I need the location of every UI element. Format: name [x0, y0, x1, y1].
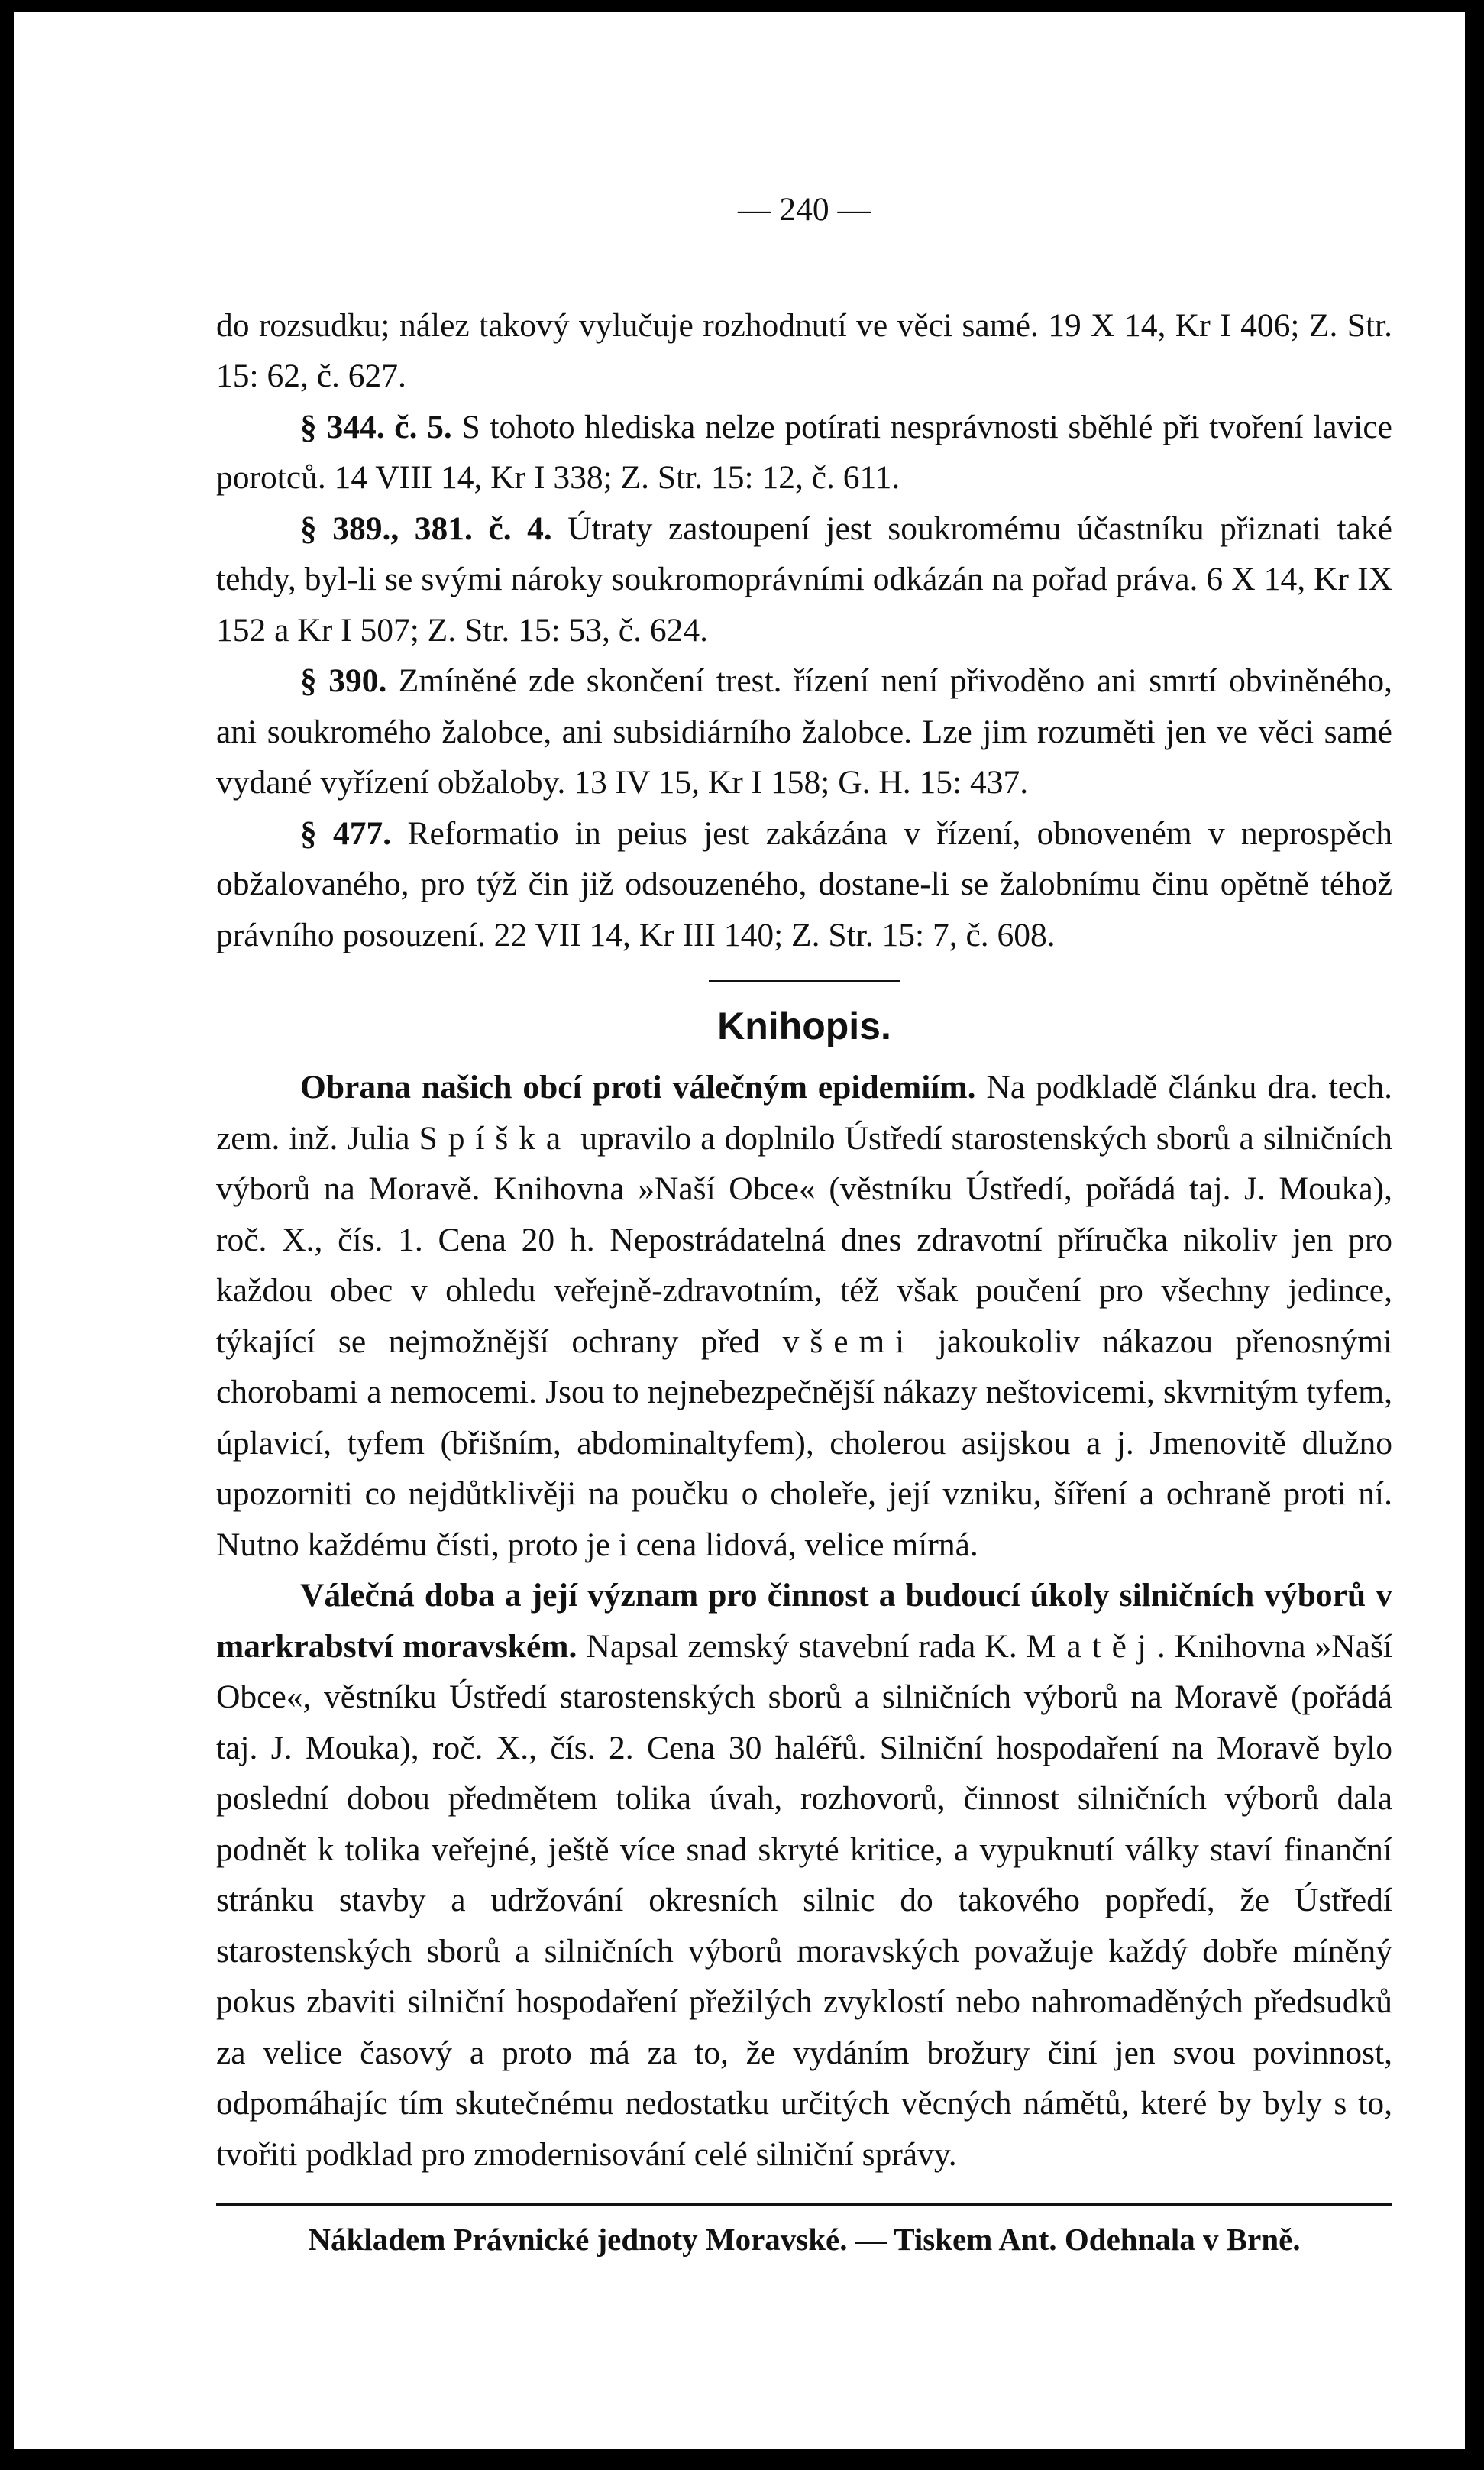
- book-title: Obrana našich obcí proti válečným epidemiím.: [300, 1069, 976, 1106]
- footer-divider: [216, 2203, 1392, 2206]
- review-text: Napsal zemský stavební rada K.: [577, 1627, 1027, 1665]
- paragraph-text: do rozsudku; nález takový vylučuje rozhodnutí ve věci samé. 19 X 14, Kr I 406; Z. Str. 15: 62, č. 627.: [216, 306, 1392, 394]
- paragraph-continuation: [216, 300, 1392, 402]
- paragraph-text: Útraty zastoupení jest soukromému účastníku přiznati také tehdy, byl-li se svými nároky soukromoprávními odkázán na pořad práva. 6 X 14, Kr IX 152 a Kr I 507; Z. Str. 15: 53, č. 624.: [216, 510, 1392, 649]
- page-number: — 240 —: [738, 191, 871, 228]
- review-text: . Knihovna »Naší Obce«, věstníku Ústředí starostenských sborů a silničních výborů na Moravě (pořádá taj. J. Mouka), roč. X., čís. 2. Cena 30 haléřů. Silniční hospodaření na Moravě bylo poslední dobou předmětem tolika úvah, rozhovorů, činnost silničních výborů dala podnět k tolika veřejné, ještě více snad skryté kritice, a vypuknutí války staví finanční stránku stavby a udržování okresních silnic do takového popředí, že Ústředí starostenských sborů a silničních výborů moravských považuje každý dobře míněný pokus zbaviti silniční hospodaření přežilých zvyklostí nebo nahromaděných předsudků za velice časový a proto má za to, že vydáním brožury činí jen svou povinnost, odpomáhajíc tím skutečnému nedostatku určitých věcných námětů, které by byly s to, tvořiti podklad pro zmodernisování celé silniční správy.: [216, 1627, 1392, 2173]
- book-review-1: [216, 1062, 1392, 1570]
- section-divider: [709, 980, 900, 982]
- review-text: jakoukoliv nákazou přenosnými chorobami a nemocemi. Jsou to nejnebezpečnější nákazy neštovicemi, skvrnitým tyfem, úplavicí, tyfem (břišním, abdominaltyfem), cholerou asijskou a j. Jmenovitě dlužno upozorniti co nejdůtklivěji na poučku o choleře, její vzniku, šíření a ochraně proti ní. Nutno každému čísti, proto je i cena lidová, velice mírná.: [216, 1322, 1392, 1563]
- section-reference: § 344. č. 5.: [300, 408, 452, 445]
- paragraph-text: Reformatio in peius jest zakázána v řízení, obnoveném v neprospěch obžalovaného, pro týž čin již odsouzeného, dostane-li se žalobnímu činu opětně téhož právního posouzení. 22 VII 14, Kr III 140; Z. Str. 15: 7, č. 608.: [216, 814, 1393, 953]
- emphasis-text: všemi: [782, 1322, 916, 1360]
- document-page: [14, 12, 1465, 2449]
- section-reference: § 389., 381. č. 4.: [300, 510, 552, 547]
- page-text-block: [216, 184, 1392, 2262]
- publisher-imprint: Nákladem Právnické jednoty Moravské. — Tiskem Ant. Odehnala v Brně.: [308, 2222, 1301, 2257]
- author-name: Matěj: [1026, 1627, 1157, 1665]
- paragraph-section-344: [216, 402, 1392, 503]
- review-text: Na podkladě článku dra. tech. zem. inž. Julia: [216, 1069, 1392, 1157]
- review-text: upravilo a doplnilo Ústředí starostenských sborů a silničních výborů na Moravě. Knihovna »Naší Obce« (věstníku Ústředí, pořádá taj. J. Mouka), roč. X., čís. 1. Cena 20 h. Nepostrádatelná dnes zdravotní příručka nikoliv jen pro každou obec v ohledu veřejně-zdravotním, též však poučení pro všechny jedince, týkající se nejmožnější ochrany před: [216, 1119, 1392, 1360]
- paragraph-section-389: [216, 503, 1392, 656]
- paragraph-section-390: [216, 656, 1392, 808]
- paragraph-section-477: [216, 808, 1392, 961]
- section-heading: Knihopis.: [717, 1005, 891, 1047]
- book-review-2: [216, 1570, 1392, 2180]
- paragraph-text: S tohoto hlediska nelze potírati nesprávnosti sběhlé při tvoření lavice porotců. 14 VIII 14, Kr I 338; Z. Str. 15: 12, č. 611.: [216, 408, 1392, 496]
- paragraph-text: Zmíněné zde skončení trest. řízení není přivoděno ani smrtí obviněného, ani soukromého žalobce, ani subsidiárního žalobce. Lze jim rozuměti jen ve věci samé vydané vyřízení obžaloby. 13 IV 15, Kr I 158; G. H. 15: 437.: [216, 662, 1392, 801]
- author-name: Spíška: [419, 1119, 572, 1157]
- section-reference: § 390.: [300, 662, 387, 699]
- book-title: Válečná doba a její význam pro činnost a budoucí úkoly silničních výborů v markrabství moravském.: [216, 1577, 1392, 1665]
- section-reference: § 477.: [300, 814, 392, 852]
